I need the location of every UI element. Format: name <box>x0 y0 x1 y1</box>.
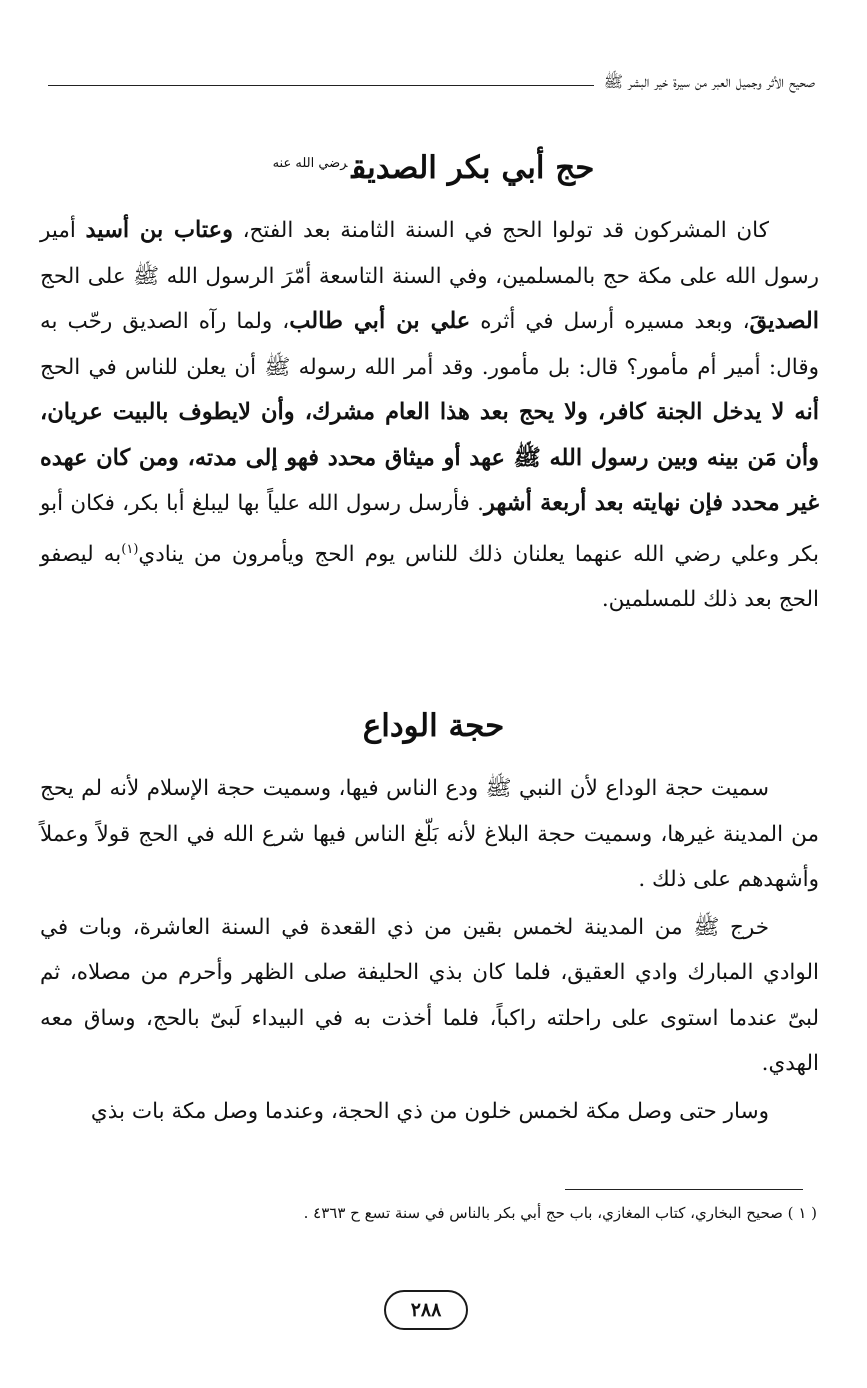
bold-name: الصديقَ <box>749 308 820 334</box>
footnote-reference[interactable]: (١) <box>121 541 139 557</box>
running-header <box>48 70 815 96</box>
header-rule <box>48 85 594 86</box>
text-run: أمير رسول الله على مكة حج بالمسلمين، وفي السنة التاسعة أمّرَ الرسول الله ﷺ على الحج <box>40 218 819 289</box>
paragraph: خرج ﷺ من المدينة لخمس بقين من ذي القعدة في السنة العاشرة، وبات في الوادي المبارك وادي العقيق، فلما كان بذي الحليفة صلى الظهر وأحرم من مصلاه، ثم لبىّ عندما استوى على راحلته راكباً، فلما أخذت به في البيداء لَبىّ بالحج، وساق معه الهدي. <box>40 914 819 1076</box>
paragraph: سميت حجة الوداع لأن النبي ﷺ ودع الناس فيها، وسميت حجة الإسلام لأنه لم يحج من المدينة غيرها، وسميت حجة البلاغ لأنه بَلّغ الناس فيها شرع الله في الحج قولاً وعملاً وأشهدهم على ذلك . <box>40 776 819 892</box>
text-run: . فأرسل رسول الله علياً بها ليبلغ أبا بكر، فكان أبو بكر وعلي رضي الله عنهما يعلنان ذلك للناس يوم الحج ويأمرون من ينادي <box>40 491 820 567</box>
page-number: ٢٨٨ <box>410 1299 442 1321</box>
footnote: ( ١ ) صحيح البخاري، كتاب المغازي، باب حج أبي بكر بالناس في سنة تسع ح ٤٣٦٣ . <box>303 1204 817 1222</box>
footnote-rule <box>565 1189 803 1190</box>
text-run: ، ولما رآه الصديق رحّب به وقال: أمير أم مأمور؟ قال: بل مأمور. وقد أمر الله رسوله ﷺ أن يعلن للناس في الحج <box>40 309 819 380</box>
bold-name: علي بن أبي طالب <box>289 308 471 334</box>
section-2-body <box>40 766 819 1134</box>
paragraph: وسار حتى وصل مكة لخمس خلون من ذي الحجة، وعندما وصل مكة بات بذي <box>90 1098 769 1124</box>
running-header-title: صحيح الأثر وجميل العبر من سيرة خير البشر ﷺ <box>603 71 815 91</box>
bold-proclamation: أنه لا يدخل الجنة كافر، ولا يحج بعد هذا العام مشرك، وأن لايطوف بالبيت عريان، وأن مَن بينه وبين رسول الله ﷺ عهد أو ميثاق محدد فهو إلى مدته، ومن كان عهده غير محدد فإن نهايته بعد أربعة أشهر <box>40 399 819 516</box>
paragraph <box>40 208 819 623</box>
section-title-farewell-pilgrimage: حجة الوداع <box>362 708 505 744</box>
section-1-body <box>40 208 819 623</box>
section-title-text: حج أبي بكر الصديق <box>351 150 595 186</box>
text-run: ، وبعد مسيره أرسل في أثره <box>470 309 750 334</box>
bold-name: وعتاب بن أسيد <box>85 217 233 243</box>
page-number-badge <box>384 1290 468 1330</box>
text-run: به ليصفو الحج بعد ذلك للمسلمين. <box>40 541 819 613</box>
section-title-abu-bakr-hajj <box>0 150 867 186</box>
text-run: كان المشركون قد تولوا الحج في السنة الثامنة بعد الفتح، <box>232 218 769 243</box>
honorific-mark: رضي الله عنه <box>272 155 348 171</box>
